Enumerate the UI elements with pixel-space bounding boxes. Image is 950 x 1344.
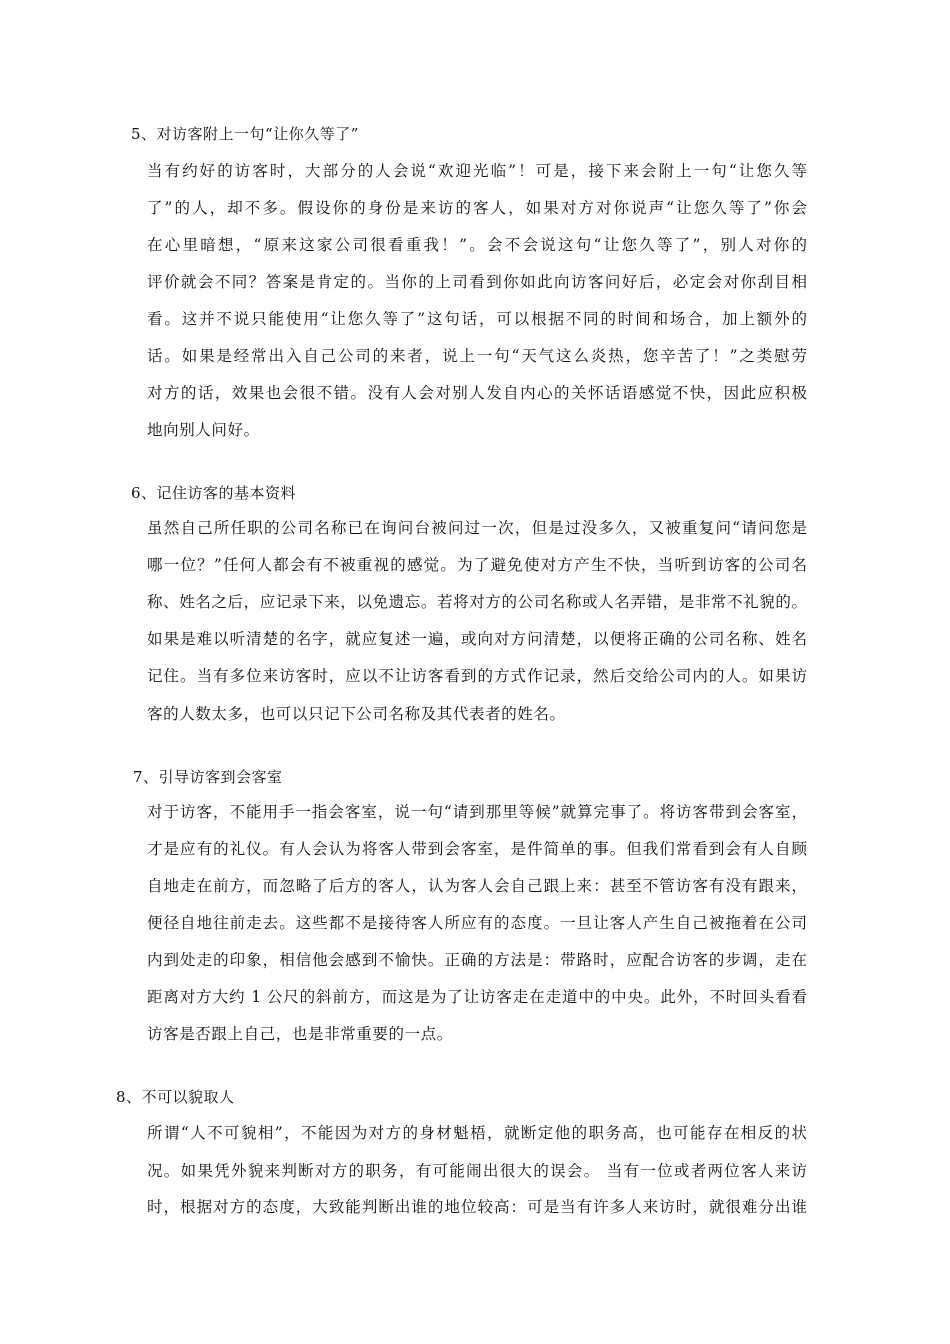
paragraph-line: 评价就会不同？答案是肯定的。当你的上司看到你如此向访客问好后，必定会对你刮目相 (147, 273, 807, 291)
section-heading: 5、对访客附上一句“让你久等了” (131, 125, 359, 143)
paragraph-line: 便径自地往前走去。这些都不是接待客人所应有的态度。一旦让客人产生自己被拖着在公司 (147, 914, 807, 932)
paragraph-line: 看。这并不说只能使用“让您久等了”这句话，可以根据不同的时间和场合，加上额外的 (147, 310, 807, 328)
paragraph-line: 客的人数太多，也可以只记下公司名称及其代表者的姓名。 (147, 705, 566, 723)
paragraph-line: 虽然自己所任职的公司名称已在询问台被问过一次，但是过没多久，又被重复问“请问您是 (147, 519, 807, 537)
paragraph-line: 记住。当有多位来访客时，应以不让访客看到的方式作记录，然后交给公司内的人。如果访 (147, 667, 807, 685)
paragraph-line: 自地走在前方，而忽略了后方的客人，认为客人会自己跟上来：甚至不管访客有没有跟来， (147, 877, 807, 895)
paragraph-line: 哪一位？”任何人都会有不被重视的感觉。为了避免使对方产生不快，当听到访客的公司名 (147, 556, 807, 574)
section-heading: 6、记住访客的基本资料 (131, 484, 297, 502)
paragraph-line: 称、姓名之后，应记录下来，以免遗忘。若将对方的公司名称或人名弄错，是非常不礼貌的。 (147, 593, 807, 611)
paragraph-line: 才是应有的礼仪。有人会认为将客人带到会客室，是件简单的事。但我们常看到会有人自顾 (147, 840, 807, 858)
paragraph-line: 话。如果是经常出入自己公司的来者，说上一句“天气这么炎热，您辛苦了！”之类慰劳 (147, 347, 807, 365)
section-heading: 8、不可以貌取人 (116, 1088, 235, 1106)
paragraph-line: 内到处走的印象，相信他会感到不愉快。正确的方法是：带路时，应配合访客的步调，走在 (147, 951, 807, 969)
section-heading: 7、引导访客到会客室 (133, 768, 283, 786)
paragraph-line: 对方的话，效果也会很不错。没有人会对别人发自内心的关怀话语感觉不快，因此应积极 (147, 384, 807, 402)
paragraph-line: 了”的人，却不多。假设你的身份是来访的客人，如果对方对你说声“让您久等了”你会 (147, 199, 807, 217)
paragraph-line: 时，根据对方的态度，大致能判断出谁的地位较高：可是当有许多人来访时，就很难分出谁 (147, 1198, 807, 1216)
paragraph-line: 地向别人问好。 (147, 421, 260, 439)
paragraph-line: 访客是否跟上自己，也是非常重要的一点。 (147, 1025, 453, 1043)
paragraph-line: 在心里暗想，“原来这家公司很看重我！”。会不会说这句“让您久等了”，别人对你的 (147, 236, 807, 254)
paragraph-line: 当有约好的访客时，大部分的人会说“欢迎光临”！可是，接下来会附上一句“让您久等 (147, 162, 807, 180)
paragraph-line: 对于访客，不能用手一指会客室，说一句“请到那里等候”就算完事了。将访客带到会客室， (147, 803, 807, 821)
paragraph-line: 所谓“人不可貌相”，不能因为对方的身材魁梧，就断定他的职务高，也可能存在相反的状 (147, 1124, 807, 1142)
paragraph-line: 况。如果凭外貌来判断对方的职务，有可能闹出很大的误会。 当有一位或者两位客人来访 (147, 1162, 807, 1180)
paragraph-line: 如果是难以听清楚的名字，就应复述一遍，或向对方问清楚，以便将正确的公司名称、姓名 (147, 630, 807, 648)
paragraph-line: 距离对方大约 1 公尺的斜前方，而这是为了让访客走在走道中的中央。此外，不时回头看看 (147, 988, 807, 1006)
